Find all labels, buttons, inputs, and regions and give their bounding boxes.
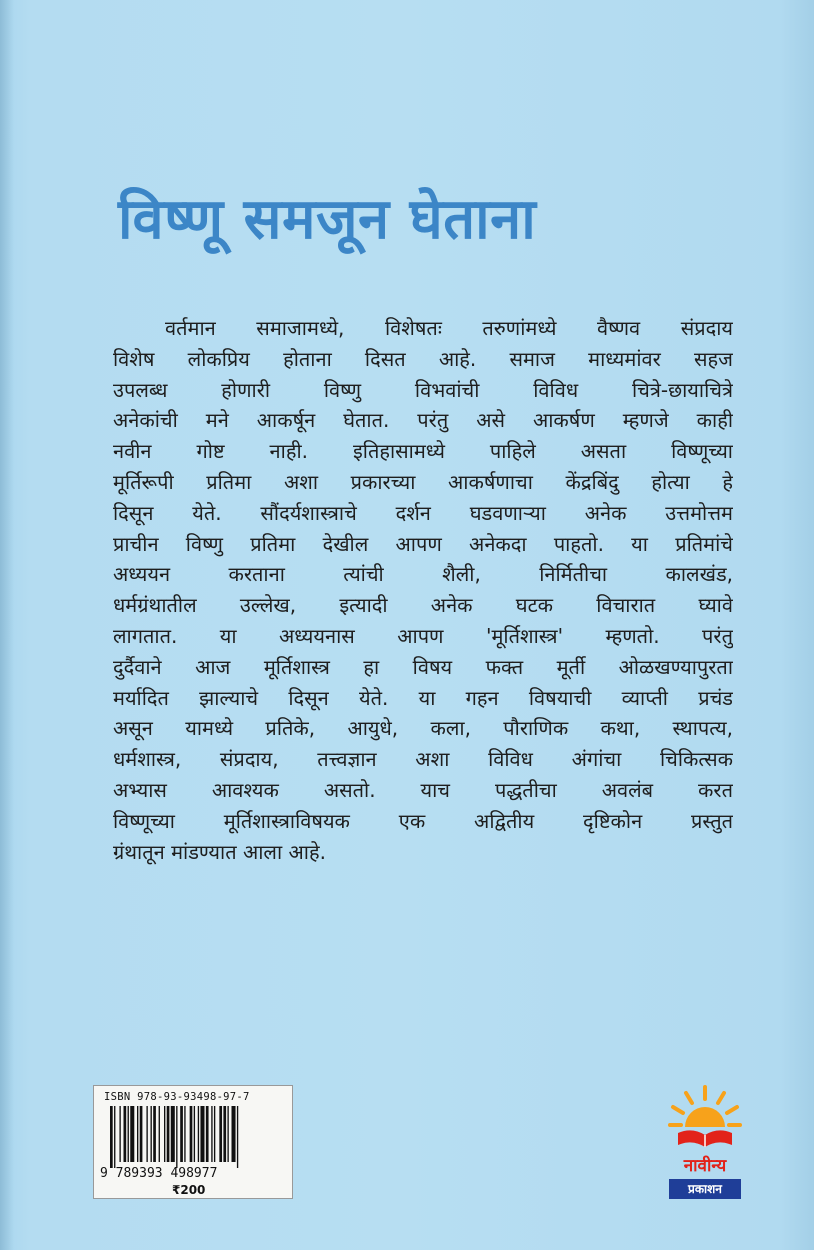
sun-book-icon — [668, 1083, 742, 1155]
blurb-line: विष्णूच्या मूर्तिशास्त्राविषयक एक अद्वितीय दृष्टिकोन प्रस्तुत — [113, 808, 733, 833]
blurb-line: विशेष लोकप्रिय होताना दिसत आहे. समाज माध्यमांवर सहज — [113, 346, 733, 371]
isbn-number: ISBN 978-93-93498-97-7 — [104, 1091, 250, 1103]
barcode-label — [93, 1085, 293, 1199]
blurb-line: असून यामध्ये प्रतिके, आयुधे, कला, पौराणिक कथा, स्थापत्य, — [113, 716, 733, 741]
publisher-tagline: प्रकाशन — [669, 1179, 741, 1199]
blurb-line: धर्मग्रंथातील उल्लेख, इत्यादी अनेक घटक विचारात घ्यावे — [113, 593, 733, 618]
book-title: विष्णू समजून घेताना — [118, 187, 537, 252]
blurb-line: अभ्यास आवश्यक असतो. याच पद्धतीचा अवलंब करत — [113, 777, 733, 802]
blurb-line: दुर्दैवाने आज मूर्तिशास्त्र हा विषय फक्त मूर्ती ओळखण्यापुरता — [113, 654, 733, 679]
blurb-line: नवीन गोष्ट नाही. इतिहासामध्ये पाहिले असता विष्णूच्या — [113, 439, 733, 464]
blurb-line: अध्ययन करताना त्यांची शैली, निर्मितीचा कालखंड, — [113, 562, 733, 587]
blurb-line: दिसून येते. सौंदर्यशास्त्राचे दर्शन घडवणाऱ्या अनेक उत्तमोत्तम — [113, 500, 733, 525]
blurb-line: वर्तमान समाजामध्ये, विशेषतः तरुणांमध्ये वैष्णव संप्रदाय — [165, 316, 733, 340]
blurb-line: धर्मशास्त्र, संप्रदाय, तत्त्वज्ञान अशा विविध अंगांचा चिकित्सक — [113, 747, 733, 772]
spine-shadow — [0, 0, 14, 1250]
publisher-logo — [668, 1083, 742, 1203]
barcode-digits: 9 789393 498977 — [100, 1166, 218, 1181]
price-label: ₹200 — [172, 1183, 206, 1197]
blurb-line: अनेकांची मने आकर्षून घेतात. परंतु असे आकर्षण म्हणजे काही — [113, 408, 733, 433]
blurb-text — [113, 313, 733, 867]
blurb-line: लागतात. या अध्ययनास आपण 'मूर्तिशास्त्र' म्हणतो. परंतु — [113, 623, 733, 648]
blurb-line: मूर्तिरूपी प्रतिमा अशा प्रकारच्या आकर्षणाचा केंद्रबिंदु होत्या हे — [113, 469, 733, 494]
blurb-line: उपलब्ध होणारी विष्णु विभवांची विविध चित्रे-छायाचित्रे — [113, 377, 733, 402]
blurb-line: ग्रंथातून मांडण्यात आला आहे. — [113, 839, 326, 864]
publisher-name: नावीन्य — [683, 1156, 727, 1176]
barcode-bars — [108, 1106, 278, 1168]
blurb-line: मर्यादित झाल्याचे दिसून येते. या गहन विषयाची व्याप्ती प्रचंड — [113, 685, 733, 710]
blurb-line: प्राचीन विष्णु प्रतिमा देखील आपण अनेकदा पाहतो. या प्रतिमांचे — [113, 531, 733, 556]
